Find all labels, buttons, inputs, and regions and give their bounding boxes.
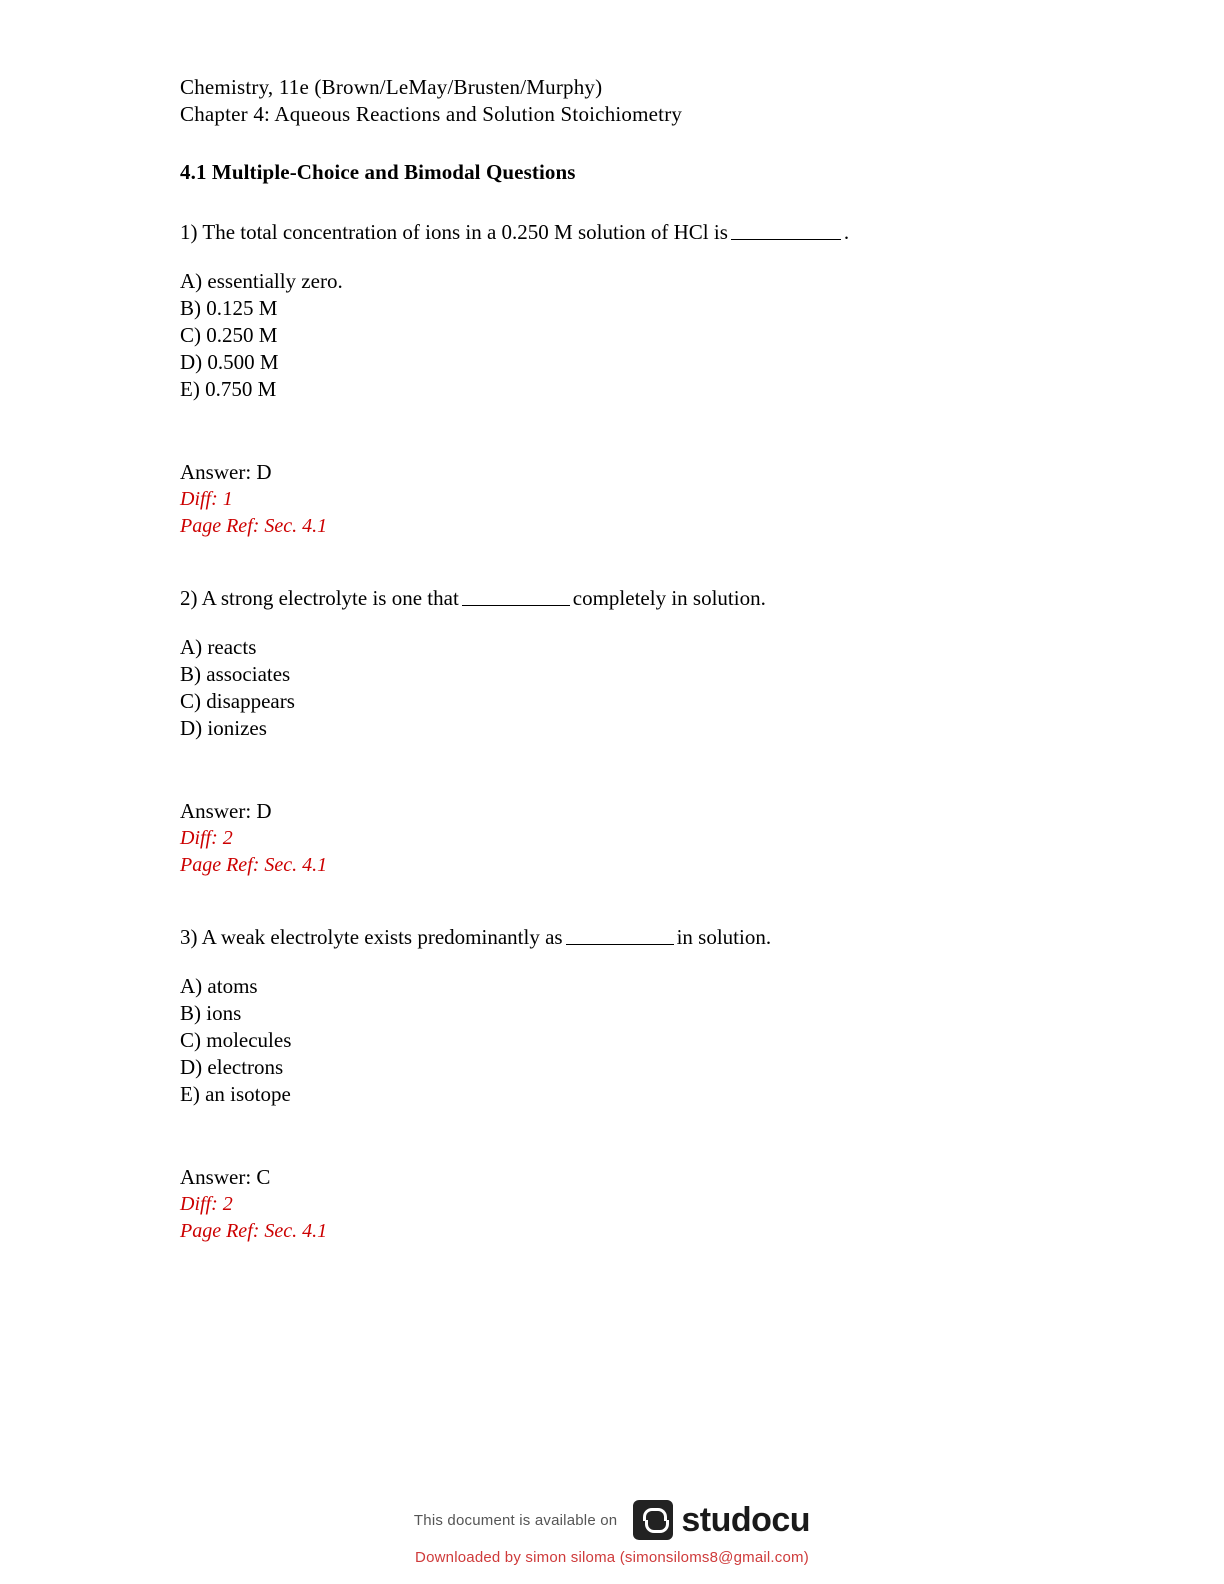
question-prompt-1 [180,218,1080,246]
document-body [180,74,1080,1289]
choice-item: B) associates [180,662,291,686]
document-header [180,74,1080,128]
section-title: 4.1 Multiple-Choice and Bimodal Questions [180,160,576,184]
choice-item: D) electrons [180,1055,284,1079]
question-prompt-3 [180,923,1080,951]
question-prompt-1-suffix: . [843,220,850,244]
answer-block-1 [180,459,1080,540]
question-prompt-2 [180,584,1080,612]
choice-item: D) 0.500 M [180,350,279,374]
choice-item: B) 0.125 M [180,296,278,320]
studocu-wordmark: studocu [681,1500,811,1539]
choice-item: C) disappears [180,689,295,713]
download-note: Downloaded by simon siloma (simonsiloms8@gmail.com) [415,1549,809,1566]
choice-item: D) ionizes [180,716,267,740]
choice-item: A) reacts [180,635,257,659]
answer-block-2 [180,798,1080,879]
page-ref-text: Page Ref: Sec. 4.1 [180,1220,328,1242]
choice-list-1 [180,268,1080,403]
difficulty-text: Diff: 2 [180,827,233,849]
answer-text: Answer: D [180,460,272,484]
answer-block-3 [180,1164,1080,1245]
page-footer [0,1500,1224,1566]
answer-blank-2 [462,588,570,606]
question-prompt-2-suffix: completely in solution. [572,586,766,610]
answer-text: Answer: C [180,1165,271,1189]
choice-item: E) 0.750 M [180,377,277,401]
question-prompt-1-text: 1) The total concentration of ions in a 0.250 M solution of HCl is [180,220,728,244]
question-prompt-2-text: 2) A strong electrolyte is one that [180,586,459,610]
choice-item: E) an isotope [180,1082,291,1106]
choice-list-2 [180,634,1080,742]
choice-item: B) ions [180,1001,242,1025]
question-prompt-3-suffix: in solution. [676,925,772,949]
question-block-3 [180,923,1080,1245]
question-prompt-3-text: 3) A weak electrolyte exists predominantly as [180,925,563,949]
choice-item: A) essentially zero. [180,269,343,293]
choice-list-3 [180,973,1080,1108]
choice-item: C) molecules [180,1028,292,1052]
studocu-logo[interactable] [633,1500,810,1540]
page-ref-text: Page Ref: Sec. 4.1 [180,854,328,876]
page-ref-text: Page Ref: Sec. 4.1 [180,515,328,537]
difficulty-text: Diff: 2 [180,1193,233,1215]
studocu-mark-icon [633,1500,673,1540]
answer-blank-1 [731,222,841,240]
choice-item: A) atoms [180,974,258,998]
question-block-1 [180,218,1080,540]
header-line-1: Chemistry, 11e (Brown/LeMay/Brusten/Murphy) [180,75,603,99]
answer-blank-3 [566,927,674,945]
difficulty-text: Diff: 1 [180,488,233,510]
choice-item: C) 0.250 M [180,323,278,347]
question-block-2 [180,584,1080,879]
availability-note: This document is available on [413,1511,618,1529]
footer-brand-row [0,1500,1224,1540]
answer-text: Answer: D [180,799,272,823]
header-line-2: Chapter 4: Aqueous Reactions and Solution Stoichiometry [180,102,683,126]
